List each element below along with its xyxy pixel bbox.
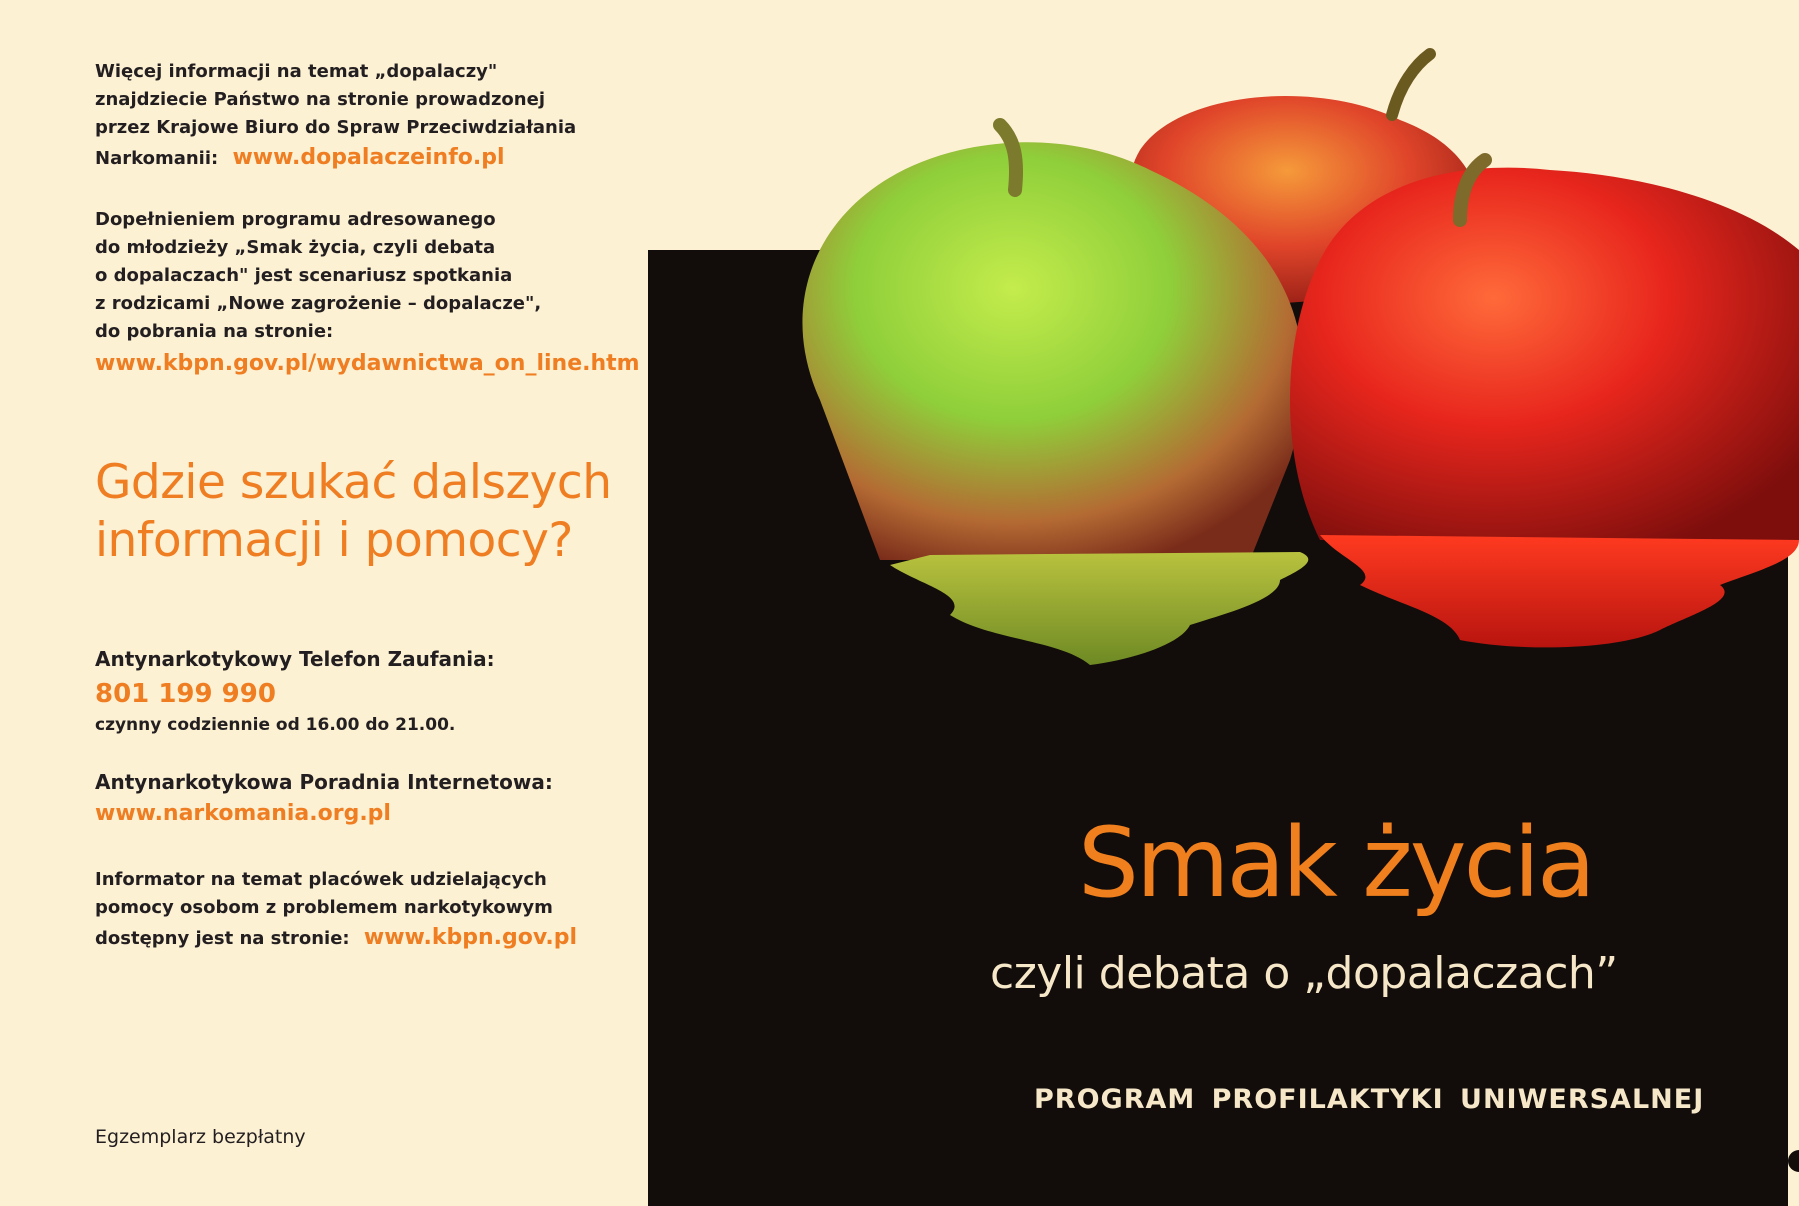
cover-title: Smak życia — [1078, 807, 1593, 919]
red-apple-front — [1290, 160, 1799, 647]
internet-label: Antynarkotykowa Poradnia Internetowa: — [95, 770, 553, 794]
kbpn-publications-link[interactable]: www.kbpn.gov.pl/wydawnictwa_on_line.htm — [95, 351, 640, 376]
heading-line: Gdzie szukać dalszych — [95, 455, 612, 510]
text-line — [95, 144, 576, 173]
text-line: pomocy osobom z problemem narkotykowym — [95, 897, 553, 918]
text-prefix: Narkomanii: — [95, 148, 219, 169]
narkomania-link[interactable]: www.narkomania.org.pl — [95, 801, 391, 826]
crop-mark — [1788, 1150, 1799, 1172]
text-prefix: dostępny jest na stronie: — [95, 928, 350, 949]
phone-number[interactable]: 801 199 990 — [95, 679, 276, 709]
text-line: przez Krajowe Biuro do Spraw Przeciwdziałania — [95, 117, 577, 138]
text-line: znajdziecie Państwo na stronie prowadzonej — [95, 89, 545, 110]
heading-line: informacji i pomocy? — [95, 513, 573, 568]
phone-label: Antynarkotykowy Telefon Zaufania: — [95, 647, 495, 671]
program-label: PROGRAM PROFILAKTYKI UNIWERSALNEJ — [1034, 1084, 1705, 1115]
internet-section — [95, 768, 553, 828]
informator-section — [95, 866, 577, 953]
cover-subtitle: czyli debata o „dopalaczach” — [990, 948, 1618, 999]
free-copy-note: Egzemplarz bezpłatny — [95, 1126, 306, 1148]
text-line: o dopalaczach" jest scenariusz spotkania — [95, 265, 513, 286]
text-line: Więcej informacji na temat „dopalaczy" — [95, 61, 498, 82]
text-line — [95, 924, 577, 953]
text-line: Dopełnieniem programu adresowanego — [95, 209, 496, 230]
phone-section — [95, 645, 495, 739]
text-line: do młodzieży „Smak życia, czyli debata — [95, 237, 496, 258]
text-line: Informator na temat placówek udzielających — [95, 869, 547, 890]
kbpn-link[interactable]: www.kbpn.gov.pl — [363, 925, 578, 950]
info-column — [0, 0, 648, 1206]
apples-illustration — [760, 40, 1799, 720]
phone-hours: czynny codziennie od 16.00 do 21.00. — [95, 715, 456, 735]
dopalaczeinfo-link[interactable]: www.dopalaczeinfo.pl — [232, 145, 505, 170]
more-info-paragraph — [95, 58, 576, 173]
text-line: z rodzicami „Nowe zagrożenie – dopalacze", — [95, 293, 542, 314]
text-line: do pobrania na stronie: — [95, 321, 334, 342]
help-question-heading — [95, 454, 612, 570]
program-paragraph — [95, 206, 640, 378]
